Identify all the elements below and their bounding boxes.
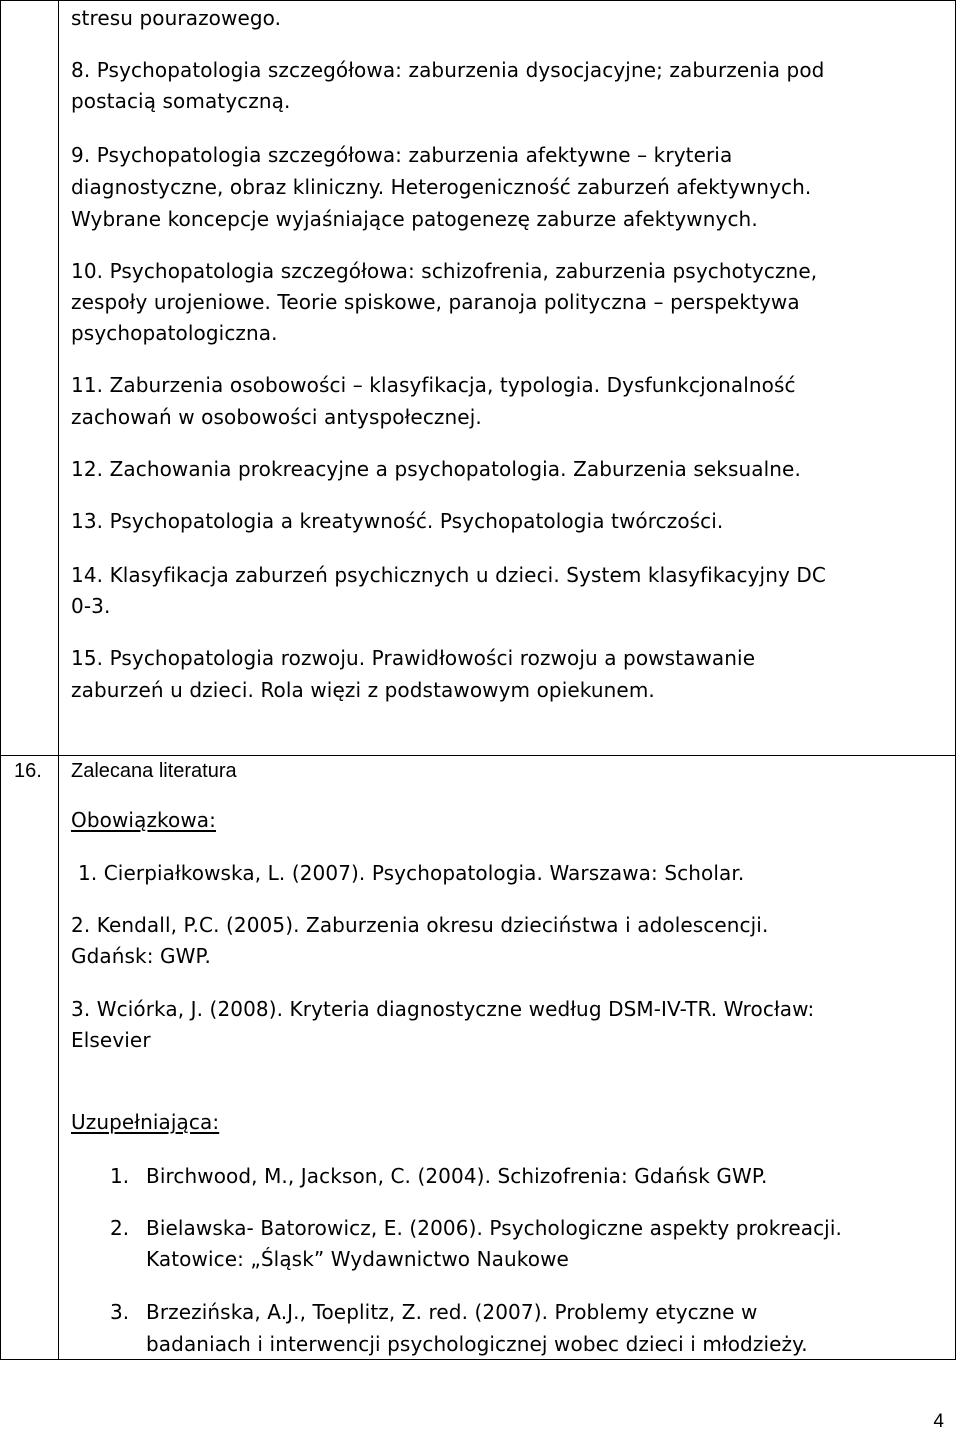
topic-line: zaburzeń u dzieci. Rola więzi z podstawowym opiekunem. bbox=[71, 678, 655, 702]
supplementary-item-number: 1. bbox=[110, 1164, 130, 1188]
topic-line: 9. Psychopatologia szczegółowa: zaburzenia afektywne – kryteria bbox=[71, 143, 733, 167]
supplementary-item-line: Katowice: „Śląsk” Wydawnictwo Naukowe bbox=[146, 1247, 569, 1271]
topic-line: 0-3. bbox=[71, 594, 111, 618]
topic-line: 13. Psychopatologia a kreatywność. Psychopatologia twórczości. bbox=[71, 509, 724, 533]
topic-line: 12. Zachowania prokreacyjne a psychopatologia. Zaburzenia seksualne. bbox=[71, 457, 801, 481]
topic-line: zespoły urojeniowe. Teorie spiskowe, paranoja polityczna – perspektywa bbox=[71, 290, 800, 314]
topic-line: postacią somatyczną. bbox=[71, 89, 291, 113]
topic-line: zachowań w osobowości antyspołecznej. bbox=[71, 405, 482, 429]
reference-line: 1. Cierpiałkowska, L. (2007). Psychopatologia. Warszawa: Scholar. bbox=[78, 861, 745, 885]
topic-line: 15. Psychopatologia rozwoju. Prawidłowości rozwoju a powstawanie bbox=[71, 646, 756, 670]
supplementary-item-line: Brzezińska, A.J., Toeplitz, Z. red. (2007). Problemy etyczne w bbox=[146, 1300, 758, 1324]
supplementary-item-line: Birchwood, M., Jackson, C. (2004). Schizofrenia: Gdańsk GWP. bbox=[146, 1164, 768, 1188]
supplementary-item-number: 3. bbox=[110, 1300, 130, 1324]
topic-line: 14. Klasyfikacja zaburzeń psychicznych u dzieci. System klasyfikacyjny DC bbox=[71, 563, 826, 587]
section-number: 16. bbox=[14, 760, 42, 782]
topic-line: psychopatologiczna. bbox=[71, 321, 278, 345]
supplementary-item-line: Bielawska- Batorowicz, E. (2006). Psychologiczne aspekty prokreacji. bbox=[146, 1216, 842, 1240]
supplementary-heading: Uzupełniająca: bbox=[71, 1110, 220, 1134]
supplementary-item-number: 2. bbox=[110, 1216, 130, 1240]
topic-line: stresu pourazowego. bbox=[71, 6, 282, 30]
reference-line: 3. Wciórka, J. (2008). Kryteria diagnostyczne według DSM-IV-TR. Wrocław: bbox=[71, 997, 815, 1021]
supplementary-item-line: badaniach i interwencji psychologicznej wobec dzieci i młodzieży. bbox=[146, 1332, 808, 1356]
reference-line: Gdańsk: GWP. bbox=[71, 944, 211, 968]
topic-line: diagnostyczne, obraz kliniczny. Heterogeniczność zaburzeń afektywnych. bbox=[71, 175, 812, 199]
topic-line: 8. Psychopatologia szczegółowa: zaburzenia dysocjacyjne; zaburzenia pod bbox=[71, 58, 825, 82]
mandatory-heading: Obowiązkowa: bbox=[71, 808, 216, 832]
reference-line: 2. Kendall, P.C. (2005). Zaburzenia okresu dzieciństwa i adolescencji. bbox=[71, 913, 769, 937]
page-number: 4 bbox=[933, 1411, 944, 1432]
column-divider bbox=[58, 1, 59, 1359]
section-title: Zalecana literatura bbox=[71, 760, 237, 782]
topic-line: Wybrane koncepcje wyjaśniające patogenezę zaburze afektywnych. bbox=[71, 207, 758, 231]
topic-line: 11. Zaburzenia osobowości – klasyfikacja, typologia. Dysfunkcjonalność bbox=[71, 373, 796, 397]
reference-line: Elsevier bbox=[71, 1028, 151, 1052]
topic-line: 10. Psychopatologia szczegółowa: schizofrenia, zaburzenia psychotyczne, bbox=[71, 259, 818, 283]
